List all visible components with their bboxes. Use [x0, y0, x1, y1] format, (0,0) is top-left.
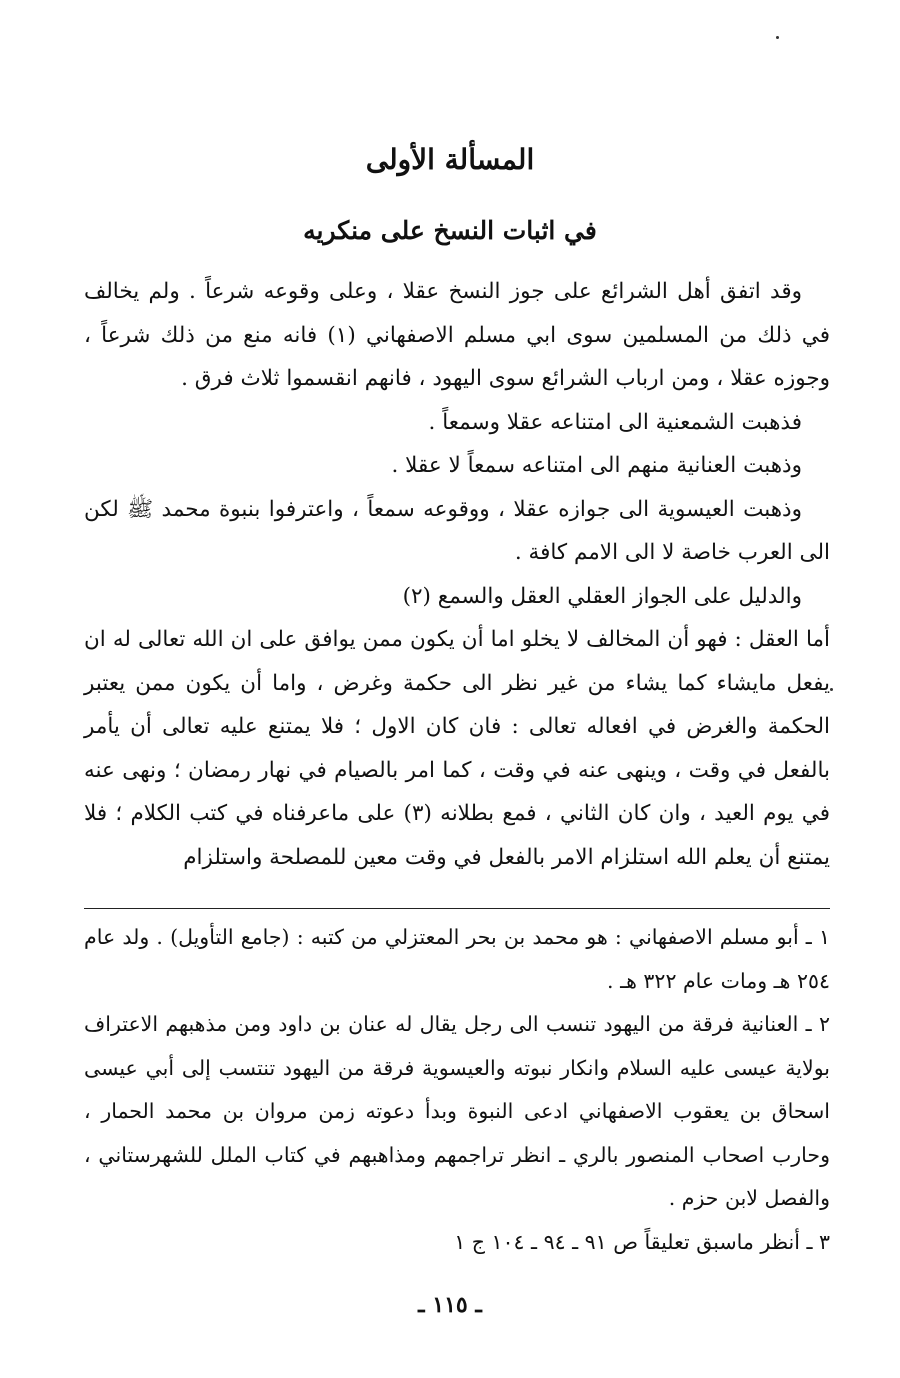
- footnote-3: ٣ ـ أنظر ماسبق تعليقاً ص ٩١ ـ ٩٤ ـ ١٠٤ ج ١: [454, 1229, 830, 1254]
- scan-speck: [830, 688, 833, 691]
- chapter-title: المسألة الأولى: [365, 143, 535, 176]
- footnote-1: ١ ـ أبو مسلم الاصفهاني : هو محمد بن بحر المعتزلي من كتبه : (جامع التأويل) . ولد عام ٢٥٤ هـ ومات عام ٣٢٢ هـ .: [84, 925, 830, 993]
- paragraph-evidence: والدليل على الجواز العقلي العقل والسمع (٢): [402, 583, 802, 609]
- page-number: ـ ١١٥ ـ: [418, 1292, 482, 1318]
- paragraph-ananiya: وذهبت العنانية منهم الى امتناعه سمعاً لا عقلا .: [391, 453, 802, 478]
- footnotes: [84, 916, 830, 1264]
- scan-speck: [776, 36, 779, 39]
- footnote-2: ٢ ـ العنانية فرقة من اليهود تنسب الى رجل يقال له عنان بن داود ومن مذهبهم الاعتراف بولاية عيسى عليه السلام وانكار نبوته والعيسوية فرقة من اليهود تنتسب إلى أبي عيسى اسحاق بن يعقوب الاصفهاني ادعى النبوة وبدأ دعوته زمن مروان بن محمد الحمار ، وحارب اصحاب المنصور بالري ـ انظر تراجمهم ومذاهبهم في كتاب الملل للشهرستاني ، والفصل لابن حزم .: [84, 1012, 830, 1210]
- chapter-subtitle: في اثبات النسخ على منكريه: [303, 216, 597, 245]
- paragraph-shamaniya: فذهبت الشمعنية الى امتناعه عقلا وسمعاً .: [428, 409, 802, 435]
- main-text: [84, 270, 830, 879]
- paragraph-intro: وقد اتفق أهل الشرائع على جوز النسخ عقلا ، وعلى وقوعه شرعاً . ولم يخالف في ذلك من المسلمين سوى ابي مسلم الاصفهاني (١) فانه منع من ذلك شرعاً ، وجوزه عقلا ، ومن ارباب الشرائع سوى اليهود ، فانهم انقسموا ثلاث فرق .: [84, 279, 830, 391]
- paragraph-reason: أما العقل : فهو أن المخالف لا يخلو اما أن يكون ممن يوافق على ان الله تعالى له ان يفعل مايشاء كما يشاء من غير نظر الى حكمة وغرض ، واما أن يكون ممن يعتبر الحكمة والغرض في افعاله تعالى : فان كان الاول ؛ فلا يمتنع عليه تعالى أن يأمر بالفعل في وقت ، وينهى عنه في وقت ، كما امر بالصيام في نهار رمضان ؛ ونهى عنه في يوم العيد ، وان كان الثاني ، فمع بطلانه (٣) على ماعرفناه في كتب الكلام ؛ فلا يمتنع أن يعلم الله استلزام الامر بالفعل في وقت معين للمصلحة واستلزام: [84, 627, 830, 870]
- footnote-divider: [84, 908, 830, 909]
- paragraph-isawiya: وذهبت العيسوية الى جوازه عقلا ، ووقوعه سمعاً ، واعترفوا بنبوة محمد ﷺ لكن الى العرب خاصة لا الى الامم كافة .: [84, 496, 830, 565]
